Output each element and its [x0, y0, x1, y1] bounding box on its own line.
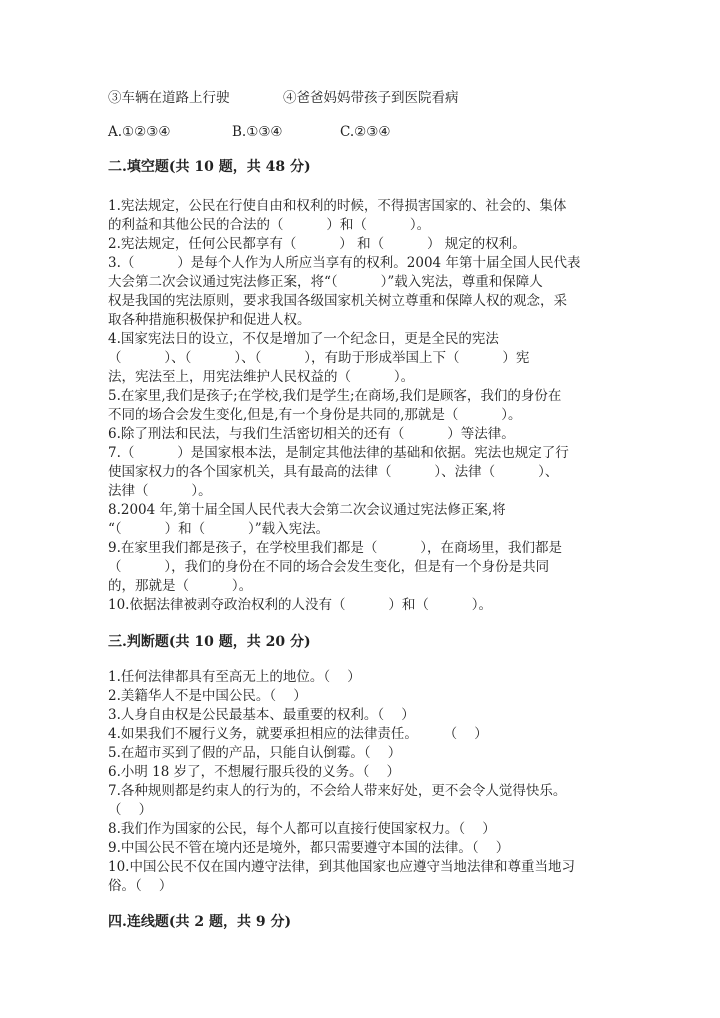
section-3-heading: 三.判断题(共 10 题，共 20 分) [108, 634, 311, 650]
fill-line: “（ ）和（ ）”载入宪法。 [108, 521, 330, 537]
fill-line: 使国家权力的各个国家机关，具有最高的法律（ ）、法律（ ）、 [108, 464, 559, 480]
fill-line: 10.依据法律被剥夺政治权利的人没有（ ）和（ ）。 [108, 597, 493, 613]
fill-line: 的利益和其他公民的合法的（ ）和（ ）。 [108, 217, 431, 233]
fill-line: 3.（ ）是每个人作为人所应当享有的权利。2004 年第十届全国人民代表 [108, 255, 581, 271]
judge-line: 俗。（ ） [108, 878, 173, 894]
fill-line: （ ），我们的身份在不同的场合会发生变化，但是有一个身份是共同 [108, 559, 550, 575]
option-item-3: ③车辆在道路上行驶 [108, 90, 230, 106]
judge-line: 1.任何法律都具有至高无上的地位。（ ） [108, 669, 361, 685]
fill-line: 大会第二次会议通过宪法修正案，将“（ ）”载入宪法，尊重和保障人 [108, 274, 543, 290]
judge-line: 5.在超市买到了假的产品，只能自认倒霉。（ ） [108, 745, 402, 761]
judge-line: 9.中国公民不管在境内还是境外，都只需要遵守本国的法律。（ ） [108, 840, 510, 856]
fill-line: 8.2004 年,第十届全国人民代表大会第二次会议通过宪法修正案,将 [108, 502, 506, 518]
judge-line: 6.小明 18 岁了，不想履行服兵役的义务。（ ） [108, 764, 401, 780]
judge-line: 2.美籍华人不是中国公民。（ ） [108, 688, 307, 704]
judge-line: 4.如果我们不履行义务，就要承担相应的法律责任。 （ ） [108, 726, 488, 742]
judge-line: （ ） [108, 802, 153, 818]
section-4-heading: 四.连线题(共 2 题，共 9 分) [108, 914, 292, 930]
fill-line: 权是我国的宪法原则，要求我国各级国家机关树立尊重和保障人权的观念，采 [108, 293, 567, 309]
choice-a: A.①②③④ [108, 124, 171, 140]
fill-line: （ ）、（ ）、（ ），有助于形成举国上下（ ）宪 [108, 350, 530, 366]
fill-line: 1.宪法规定，公民在行使自由和权利的时候，不得损害国家的、社会的、集体 [108, 198, 567, 214]
fill-line: 不同的场合会发生变化,但是,有一个身份是共同的,那就是（ ）。 [108, 407, 522, 423]
option-item-4: ④爸爸妈妈带孩子到医院看病 [283, 90, 459, 106]
choice-b: B.①③④ [232, 124, 283, 140]
fill-line: 9.在家里我们都是孩子，在学校里我们都是（ ），在商场里，我们都是 [108, 540, 563, 556]
fill-line: 的，那就是（ ）。 [108, 578, 253, 594]
fill-line: 法律（ ）。 [108, 483, 212, 499]
judge-line: 10.中国公民不仅在国内遵守法律，到其他国家也应遵守当地法律和尊重当地习 [108, 859, 575, 875]
fill-line: 2.宪法规定，任何公民都享有（ ） 和（ ） 规定的权利。 [108, 236, 526, 252]
judge-line: 8.我们作为国家的公民，每个人都可以直接行使国家权力。（ ） [108, 821, 496, 837]
judge-line: 3.人身自由权是公民最基本、最重要的权利。（ ） [108, 707, 415, 723]
fill-line: 4.国家宪法日的设立，不仅是增加了一个纪念日，更是全民的宪法 [108, 331, 499, 347]
fill-line: 7.（ ）是国家根本法，是制定其他法律的基础和依据。宪法也规定了行 [108, 445, 569, 461]
choice-c: C.②③④ [340, 124, 391, 140]
fill-line: 取各种措施积极保护和促进人权。 [108, 312, 311, 328]
judge-line: 7.各种规则都是约束人的行为的，不会给人带来好处，更不会令人觉得快乐。 [108, 783, 567, 799]
fill-line: 法，宪法至上，用宪法维护人民权益的（ ）。 [108, 369, 415, 385]
section-2-heading: 二.填空题(共 10 题，共 48 分) [108, 159, 311, 175]
fill-line: 6.除了刑法和民法，与我们生活密切相关的还有（ ）等法律。 [108, 426, 515, 442]
fill-line: 5.在家里,我们是孩子;在学校,我们是学生;在商场,我们是顾客，我们的身份在 [108, 388, 562, 404]
